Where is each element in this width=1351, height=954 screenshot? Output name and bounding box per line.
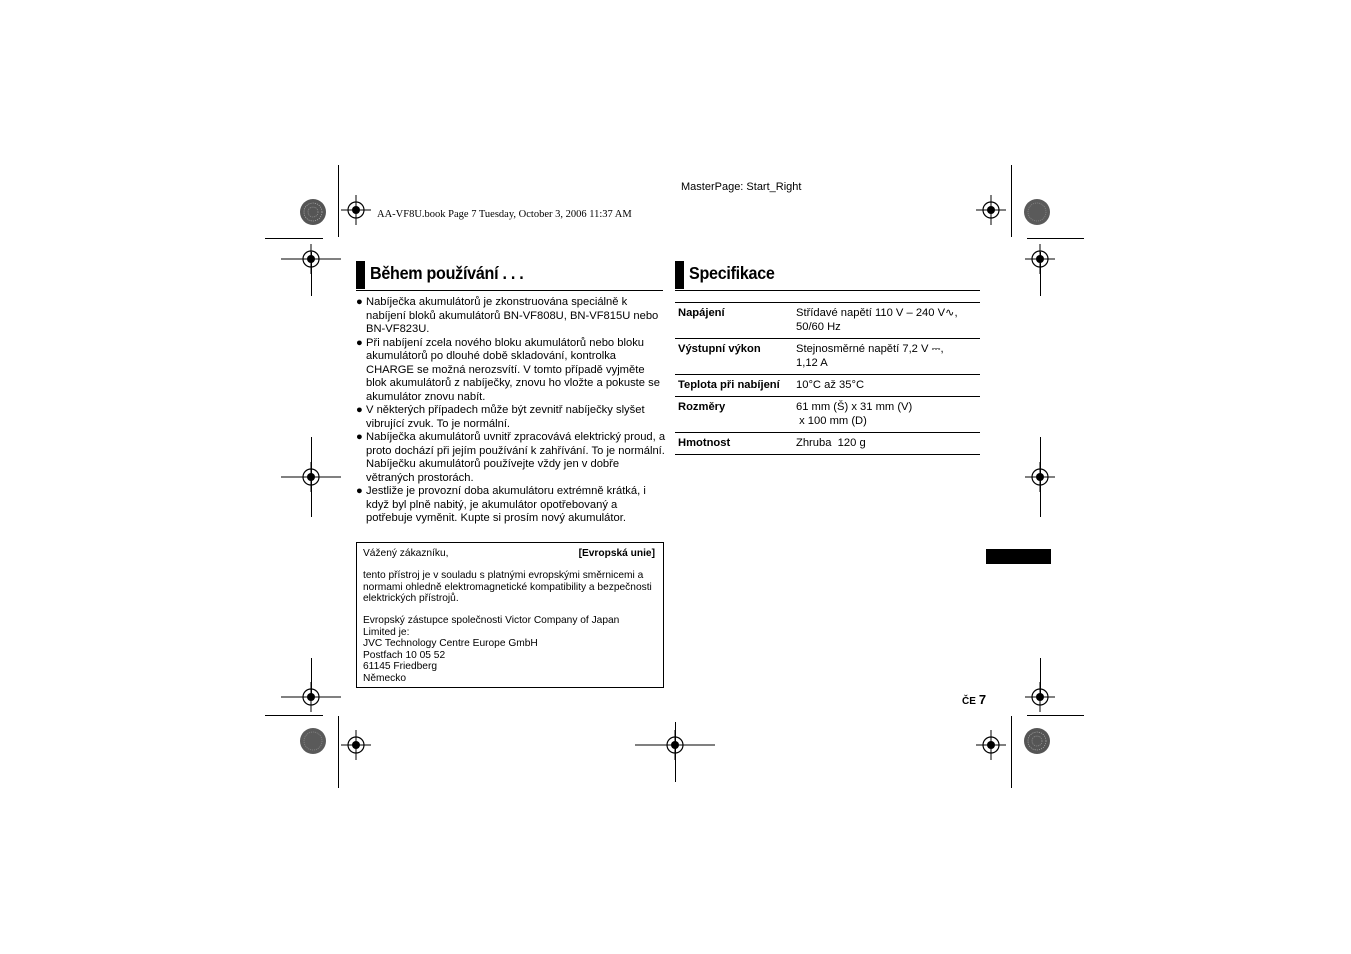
page-number-value: 7 <box>978 692 987 707</box>
table-row <box>675 303 980 339</box>
list-item: ● Při nabíjení zcela nového bloku akumulátorů nebo bloku akumulátorů po dlouhé době skladování, kontrolka CHARGE se možná nerozsvítí. V tomto případě vyjměte blok akumulátorů z nabíječky, znovu ho vložte a pokuste se akumulátor znovu nabít. <box>356 336 660 403</box>
list-item: ● Jestliže je provozní doba akumulátoru extrémně krátká, i když byl plně nabitý, je akumulátor opotřebovaný a potřebuje vyměnit. Kupte si prosím nový akumulátor. <box>356 485 646 524</box>
color-target-icon <box>299 198 327 226</box>
spec-label: Rozměry <box>675 397 793 433</box>
eu-notice-box <box>356 542 664 688</box>
registration-target-icon <box>341 195 371 225</box>
chapter-tab-marker <box>986 549 1051 564</box>
masterpage-label: MasterPage: Start_Right <box>681 181 802 193</box>
heading-rule <box>356 290 663 291</box>
section-title-usage: Během používání . . . <box>370 263 524 283</box>
notice-paragraph: tento přístroj je v souladu s platnými evropskými směrnicemi a normami ohledně elektromagnetické kompatibility a bezpečnosti elektrických přístrojů. <box>363 570 652 604</box>
registration-target-icon <box>341 730 371 760</box>
heading-rule <box>675 290 980 291</box>
color-target-icon <box>299 727 327 755</box>
spec-value: Střídavé napětí 110 V – 240 V∿, 50/60 Hz <box>793 303 980 339</box>
table-row <box>675 339 980 375</box>
color-target-icon <box>1023 198 1051 226</box>
color-target-icon <box>1023 727 1051 755</box>
heading-bar <box>675 261 684 289</box>
spec-label: Hmotnost <box>675 433 793 455</box>
registration-target-icon <box>976 730 1006 760</box>
page-number <box>962 691 986 709</box>
notice-region: [Evropská unie] <box>578 548 655 559</box>
section-title-specs: Specifikace <box>689 263 775 283</box>
book-info-line: AA-VF8U.book Page 7 Tuesday, October 3, 2006 11:37 AM <box>377 209 632 220</box>
spec-label: Napájení <box>675 303 793 339</box>
notice-greeting: Vážený zákazníku, <box>363 548 449 559</box>
table-row <box>675 433 980 455</box>
spec-value: Stejnosměrné napětí 7,2 V ⎓, 1,12 A <box>793 339 980 375</box>
spec-value: 10°C až 35°C <box>793 375 980 397</box>
spec-label: Výstupní výkon <box>675 339 793 375</box>
heading-bar <box>356 261 365 289</box>
language-code: ČE <box>962 696 976 707</box>
spec-value: 61 mm (Š) x 31 mm (V) x 100 mm (D) <box>793 397 980 433</box>
registration-target-icon <box>976 195 1006 225</box>
spec-value: Zhruba 120 g <box>793 433 980 455</box>
list-item: ● Nabíječka akumulátorů je zkonstruována speciálně k nabíjení bloků akumulátorů BN-VF808U, BN-VF815U nebo BN-VF823U. <box>356 296 659 335</box>
spec-table <box>675 302 980 455</box>
notice-representative: Evropský zástupce společnosti Victor Company of Japan Limited je: JVC Technology Centre Europe GmbH Postfach 10 05 52 61145 Friedberg Německo <box>363 615 620 684</box>
table-row <box>675 397 980 433</box>
table-row <box>675 375 980 397</box>
list-item: ● Nabíječka akumulátorů uvnitř zpracovává elektrický proud, a proto dochází při jejím používání k zahřívání. To je normální. Nabíječku akumulátorů používejte vždy jen v dobře větraných prostorách. <box>356 431 666 484</box>
usage-bullet-list <box>356 296 666 526</box>
list-item: ● V některých případech může být zevnitř nabíječky slyšet vibrující zvuk. To je normální. <box>356 404 645 430</box>
spec-label: Teplota při nabíjení <box>675 375 793 397</box>
